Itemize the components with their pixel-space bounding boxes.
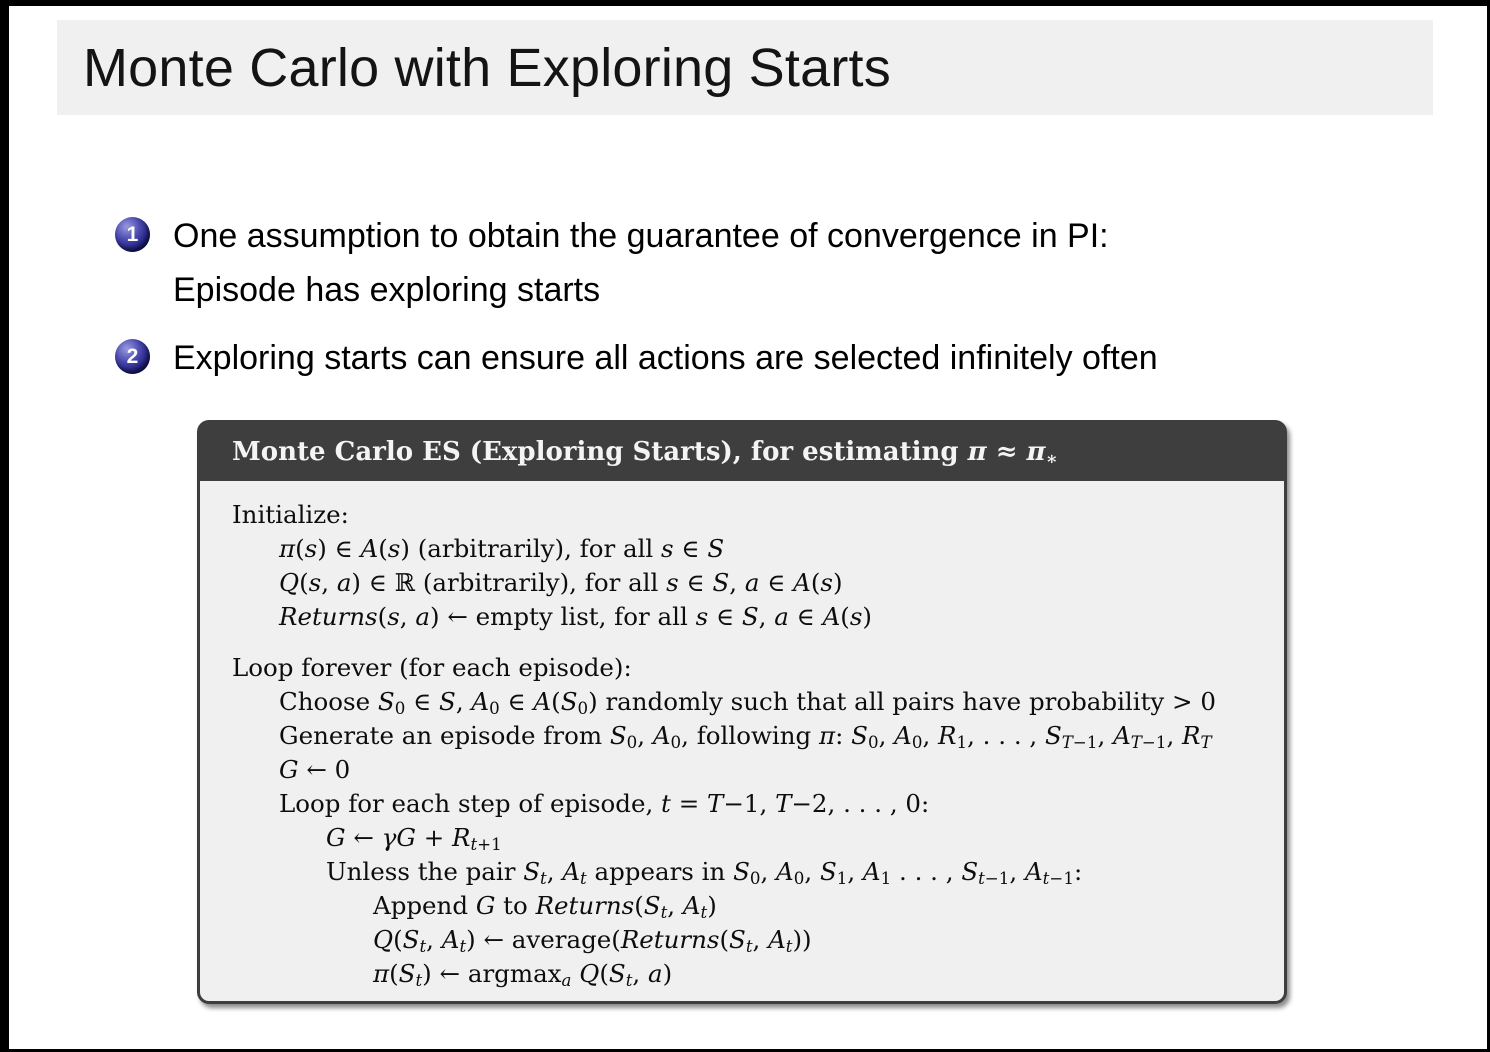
bullet-number-badge (115, 217, 150, 252)
algorithm-line: Choose $S_0$ ∈ S, $A_0$ ∈ $A(S_0)$ randomly such that all pairs have probability > 0 (279, 687, 1216, 719)
algorithm-line: Q(s, a) ∈ ℝ (arbitrarily), for all s ∈ S, a ∈ A(s) (279, 568, 843, 597)
algorithm-line: π(s) ∈ A(s) (arbitrarily), for all s ∈ S (279, 534, 725, 563)
algorithm-line: Append G to $Returns(S_t$, $A_t$) (373, 891, 717, 923)
bullet-text (173, 331, 1158, 385)
algorithm-line: G ← 0 (279, 755, 351, 784)
algorithm-block-title: Monte Carlo ES (Exploring Starts), for estimating $\pi \approx \pi_∗$ (200, 423, 1284, 481)
algorithm-line: $\pi(S_t)$ ← argmax$_a$ $Q(S_t$, a) (373, 959, 673, 991)
algorithm-block (197, 420, 1287, 1004)
bullet-item (115, 331, 1445, 385)
algorithm-line: Returns(s, a) ← empty list, for all s ∈ S, a ∈ A(s) (279, 602, 872, 631)
title-bar (57, 20, 1433, 115)
algorithm-line: Unless the pair $S_t$, $A_t$ appears in $S_0$, $A_0$, $S_1$, $A_1$ . . . , $S_{t-1}$, $A_{t-1}$: (326, 857, 1083, 889)
bullet-list (115, 209, 1445, 385)
bullet-text-line: Episode has exploring starts (173, 271, 601, 309)
algorithm-line: G ← $\gamma G + R_{t+1}$ (326, 823, 502, 855)
bullet-item (115, 209, 1445, 317)
bullet-number: 1 (126, 222, 139, 246)
algorithm-line: Generate an episode from $S_0$, $A_0$, following π: $S_0$, $A_0$, $R_1$, . . . , $S_{T-1}$, $A_{T-1}$, $R_T$ (279, 721, 1212, 753)
bullet-text-line: Exploring starts can ensure all actions are selected infinitely often (173, 339, 1158, 377)
algorithm-line: $Q(S_t$, $A_t$) ← $average(Returns(S_t$, $A_t$)) (373, 925, 812, 957)
algorithm-line: Loop for each step of episode, t = T−1, T−2, . . . , 0: (279, 789, 930, 818)
bullet-text-line: One assumption to obtain the guarantee of convergence in PI: (173, 217, 1109, 255)
algorithm-line: Initialize: (232, 500, 349, 529)
page-title: Monte Carlo with Exploring Starts (83, 37, 891, 98)
algorithm-line: Loop forever (for each episode): (232, 653, 632, 682)
bullet-number-badge (115, 339, 150, 374)
bullet-number: 2 (126, 344, 139, 368)
slide (9, 6, 1487, 1049)
bullet-text (173, 209, 1109, 317)
algorithm-body (200, 481, 1284, 1001)
